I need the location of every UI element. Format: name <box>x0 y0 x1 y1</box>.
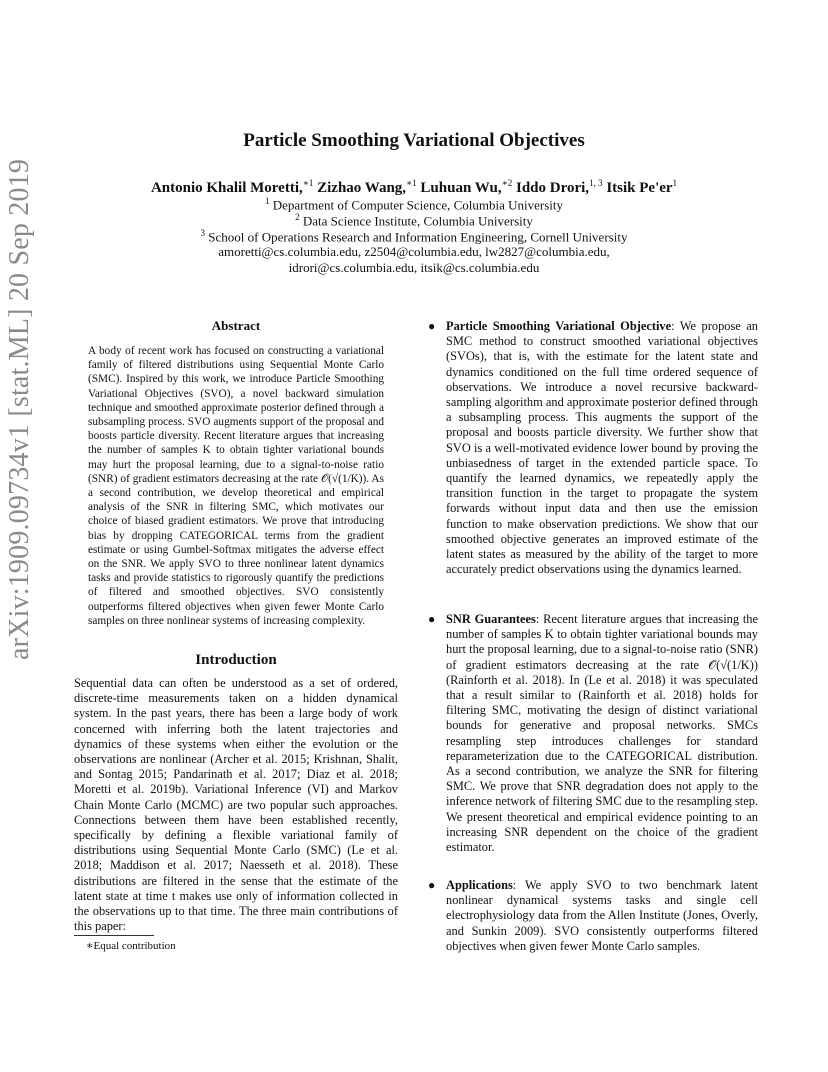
author-sup: ∗1 <box>406 178 417 188</box>
abstract-body: A body of recent work has focused on constructing a variational family of filtered distributions using Sequential Monte Carlo (SMC). Inspired by this work, we introduce Particle Smoothing Variational Objectives (SVO), a novel backward simulation technique and smoothed approximate posterior defined through a subsampling process. SVO augments support of the proposal and boosts particle diversity. Recent literature argues that increasing the number of samples K to obtain tighter variational bounds may hurt the proposal learning, due to a signal-to-noise ratio (SNR) of gradient estimators decreasing at the rate 𝒪(√(1/K)). As a second contribution, we develop theoretical and empirical analysis of the SNR in filtering SMC, which motivates our choice of biased gradient estimators. We prove that introducing bias by dropping CATEGORICAL terms from the gradient estimate or using Gumbel-Softmax mitigates the adverse effect on the SNR. We apply SVO to three nonlinear latent dynamics tasks and provide statistics to rigorously quantify the predictions of filtered and smoothed objectives. SVO consistently outperforms filtered objectives when given fewer Monte Carlo samples on three nonlinear systems of increasing complexity. <box>88 345 384 627</box>
email-line: amoretti@cs.columbia.edu, z2504@columbia.edu, lw2827@columbia.edu, <box>218 244 610 259</box>
contribution-heading: Applications <box>446 878 513 892</box>
bullet-icon: ● <box>428 878 436 892</box>
introduction-heading: Introduction <box>195 652 277 668</box>
affiliation-sup: 2 <box>295 212 300 222</box>
contribution-text: : We apply SVO to two benchmark latent nonlinear dynamical systems tasks and single cell electrophysiology data from the Allen Institute (Jones, Overly, and Sunkin 2009). SVO consistently outperforms filtered objectives when given fewer Monte Carlo samples. <box>446 878 758 953</box>
contribution-item <box>428 319 758 577</box>
author-list <box>0 178 828 197</box>
affiliation-text: Data Science Institute, Columbia University <box>302 213 533 229</box>
footnote: ∗Equal contribution <box>86 940 176 952</box>
affiliation <box>0 196 828 213</box>
contribution-heading: Particle Smoothing Variational Objective <box>446 319 672 333</box>
author-name: Zizhao Wang, <box>317 180 407 196</box>
affiliation <box>0 212 828 229</box>
contribution-item <box>428 612 758 855</box>
contribution-text: : Recent literature argues that increasing the number of samples K to obtain tighter variational bounds may hurt the proposal learning, due to a signal-to-noise ratio (SNR) of gradient estimators decreasing at the rate 𝒪(√(1/K)) (Rainforth et al. 2018). In (Le et al. 2018) it was speculated that a result similar to (Rainforth et al. 2018) holds for filtering SMC, motivating the design of distinct variational bounds for generative and proposal networks. SMCs resampling step introduces challenges for standard reparameterization due to the CATEGORICAL distribution. As a second contribution, we analyze the SNR for filtering SMC. We prove that SNR degradation does not apply to the inference network of filtering SMC due to the resampling step. We present theoretical and empirical evidence pointing to an increasing SNR dependent on the choice of the gradient estimator. <box>446 612 758 855</box>
contribution-heading: SNR Guarantees <box>446 612 536 626</box>
author-sup: ∗1 <box>302 178 314 188</box>
arxiv-identifier: arXiv:1909.09734v1 [stat.ML] 20 Sep 2019 <box>4 158 35 660</box>
author-sup: 1 <box>672 178 678 188</box>
bullet-icon: ● <box>428 612 436 626</box>
email-line: idrori@cs.columbia.edu, itsik@cs.columbia.edu <box>288 260 540 275</box>
affiliation-text: Department of Computer Science, Columbia University <box>272 197 563 213</box>
affiliation-text: School of Operations Research and Information Engineering, Cornell University <box>208 229 628 245</box>
affiliation-sup: 3 <box>200 228 206 238</box>
affiliation-sup: 1 <box>264 196 270 206</box>
footnote-rule <box>74 935 154 936</box>
paper-title: Particle Smoothing Variational Objectives <box>243 130 585 151</box>
bullet-icon: ● <box>428 319 436 333</box>
author-sup: ∗2 <box>501 178 513 188</box>
contribution-item <box>428 878 758 954</box>
contribution-text: : We propose an SMC method to construct smoothed variational objectives (SVOs), that is, with the estimate for the latent state and dynamics conditioned on the full time ordered sequence of observations. We introduce a novel recursive backward-sampling algorithm and approximate posterior defined through a subsampling process. This augments the support of the proposal and boosts particle diversity. We further show that SVO is a well-motivated evidence lower bound by proving the unbiasedness of target in the extended particle space. To quantify the learned dynamics, we repeatedly apply the transition function in the target to propagate the system forwards without input data and then use the emission function to make observation predictions. We show that our smoothed objective generates an improved estimate of the latent states as measured by the ability of the target to more accurately predict observations using the dynamics learned. <box>446 319 758 577</box>
author-name: Antonio Khalil Moretti, <box>150 180 303 196</box>
author-name: Luhuan Wu, <box>420 180 502 196</box>
author-name: Iddo Drori, <box>515 180 590 196</box>
author-name: Itsik Pe'er <box>606 180 673 196</box>
abstract-heading: Abstract <box>211 318 261 333</box>
affiliation <box>0 228 828 245</box>
introduction-body: Sequential data can often be understood as a set of ordered, discrete-time measurements taken on a hidden dynamical system. In the past years, there has been a large body of work concerned with inferring both the latent trajectories and dynamics of these systems when either the evolution or the observations are nonlinear (Archer et al. 2015; Krishnan, Shalit, and Sontag 2015; Pandarinath et al. 2017; Diaz et al. 2018; Moretti et al. 2019b). Variational Inference (VI) and Markov Chain Monte Carlo (MCMC) are two popular such approaches. Connections between them have been established recently, specifically by defining a flexible variational family of distributions using Sequential Monte Carlo (SMC) (Le et al. 2018; Maddison et al. 2017; Naesseth et al. 2018). These distributions are filtered in the sense that the estimate of the latent state at time t makes use only of information collected in the observations up to that time. The three main contributions of this paper: <box>74 676 398 934</box>
author-sup: 1, 3 <box>589 178 603 188</box>
